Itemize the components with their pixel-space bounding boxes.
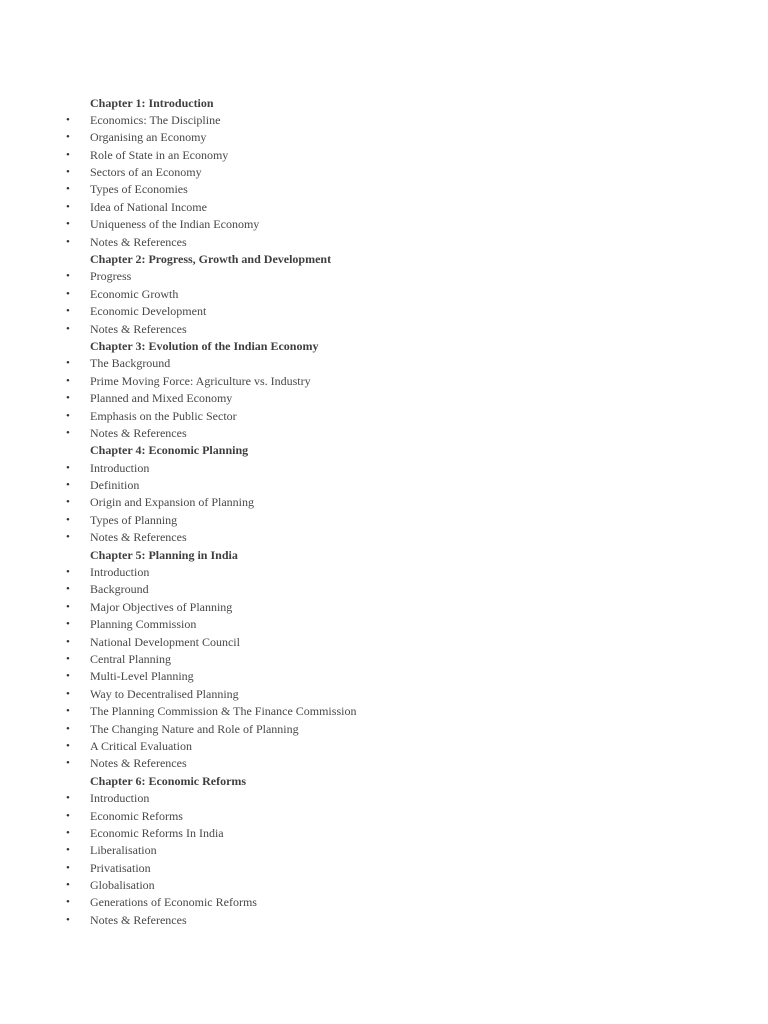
topic-label: A Critical Evaluation [90, 738, 192, 753]
bullet-icon: • [66, 218, 70, 231]
bullet-icon: • [66, 409, 70, 422]
list-item [0, 738, 768, 755]
bullet-icon: • [66, 618, 70, 631]
topic-label: Introduction [90, 791, 150, 806]
topic-label: Notes & References [90, 234, 187, 249]
list-item [0, 721, 768, 738]
list-item [0, 147, 768, 164]
bullet-icon: • [66, 166, 70, 179]
chapter-section [0, 95, 768, 252]
topic-label: Economic Development [90, 304, 207, 319]
bullet-icon: • [66, 809, 70, 822]
topic-label: Prime Moving Force: Agriculture vs. Industry [90, 373, 311, 388]
topic-label: Multi-Level Planning [90, 669, 194, 684]
bullet-icon: • [66, 739, 70, 752]
chapter-section [0, 773, 768, 930]
list-item [0, 529, 768, 546]
topic-label: Globalisation [90, 878, 155, 893]
list-item [0, 668, 768, 685]
topic-label: Liberalisation [90, 843, 157, 858]
bullet-icon: • [66, 844, 70, 857]
chapter-heading: Chapter 1: Introduction [90, 95, 214, 110]
topic-label: National Development Council [90, 634, 240, 649]
bullet-icon: • [66, 479, 70, 492]
bullet-icon: • [66, 496, 70, 509]
list-item [0, 877, 768, 894]
topic-label: Central Planning [90, 652, 171, 666]
chapter-topic-list [0, 268, 768, 338]
chapter-section [0, 442, 768, 546]
chapter-topic-list [0, 564, 768, 773]
bullet-icon: • [66, 705, 70, 718]
bullet-icon: • [66, 879, 70, 892]
chapter-heading: Chapter 3: Evolution of the Indian Economy [90, 338, 319, 353]
topic-label: Sectors of an Economy [90, 165, 202, 180]
topic-label: Economic Growth [90, 286, 179, 301]
bullet-icon: • [66, 600, 70, 613]
bullet-icon: • [66, 531, 70, 544]
topic-label: Planned and Mixed Economy [90, 391, 233, 406]
topic-label: Uniqueness of the Indian Economy [90, 217, 260, 232]
bullet-icon: • [66, 757, 70, 770]
chapter-topic-list [0, 112, 768, 251]
list-item [0, 825, 768, 842]
bullet-icon: • [66, 374, 70, 387]
bullet-icon: • [66, 183, 70, 196]
topic-label: Introduction [90, 460, 150, 475]
topic-label: Role of State in an Economy [90, 147, 229, 162]
bullet-icon: • [66, 861, 70, 874]
topic-label: Idea of National Income [90, 199, 207, 214]
chapter-section [0, 547, 768, 773]
topic-label: Introduction [90, 565, 150, 580]
bullet-icon: • [66, 687, 70, 700]
topic-label: Notes & References [90, 425, 187, 440]
list-item [0, 477, 768, 494]
bullet-icon: • [66, 513, 70, 526]
chapter-topic-list [0, 355, 768, 442]
bullet-icon: • [66, 653, 70, 665]
topic-label: Notes & References [90, 530, 187, 545]
topic-label: The Background [90, 356, 171, 371]
topic-label: Background [90, 582, 149, 597]
list-item [0, 373, 768, 390]
chapter-topic-list [0, 460, 768, 547]
list-item [0, 181, 768, 198]
topic-label: Origin and Expansion of Planning [90, 495, 254, 510]
list-item [0, 129, 768, 146]
bullet-icon: • [66, 235, 70, 248]
bullet-icon: • [66, 826, 70, 839]
list-item [0, 894, 768, 911]
list-item [0, 651, 768, 668]
list-item [0, 460, 768, 477]
bullet-icon: • [66, 426, 70, 439]
list-item [0, 564, 768, 581]
bullet-icon: • [66, 305, 70, 318]
bullet-icon: • [66, 913, 70, 926]
list-item [0, 512, 768, 529]
bullet-icon: • [66, 357, 70, 370]
chapter-section [0, 251, 768, 338]
topic-label: Progress [90, 269, 132, 284]
bullet-icon: • [66, 635, 70, 648]
list-item [0, 216, 768, 233]
chapter-heading: Chapter 2: Progress, Growth and Development [90, 252, 332, 267]
list-item [0, 686, 768, 703]
bullet-icon: • [66, 322, 70, 335]
list-item [0, 234, 768, 251]
topic-label: Generations of Economic Reforms [90, 895, 257, 910]
topic-label: Definition [90, 478, 140, 493]
bullet-icon: • [66, 896, 70, 909]
bullet-icon: • [66, 583, 70, 596]
topic-label: Economic Reforms In India [90, 825, 224, 840]
list-item [0, 286, 768, 303]
bullet-icon: • [66, 113, 70, 126]
list-item [0, 199, 768, 216]
list-item [0, 408, 768, 425]
topic-label: Emphasis on the Public Sector [90, 408, 237, 423]
bullet-icon: • [66, 566, 70, 579]
bullet-icon: • [66, 392, 70, 405]
list-item [0, 494, 768, 511]
list-item [0, 390, 768, 407]
bullet-icon: • [66, 148, 70, 161]
list-item [0, 634, 768, 651]
chapter-section [0, 338, 768, 442]
list-item [0, 599, 768, 616]
topic-label: Privatisation [90, 860, 151, 875]
list-item [0, 703, 768, 720]
bullet-icon: • [66, 670, 70, 683]
topic-label: Economic Reforms [90, 808, 183, 823]
list-item [0, 755, 768, 772]
list-item [0, 321, 768, 338]
list-item [0, 808, 768, 825]
table-of-contents [0, 95, 768, 930]
bullet-icon: • [66, 287, 70, 300]
bullet-icon: • [66, 200, 70, 213]
list-item [0, 860, 768, 877]
topic-label: The Planning Commission & The Finance Commission [90, 704, 357, 719]
list-item [0, 425, 768, 442]
list-item [0, 303, 768, 320]
chapter-heading: Chapter 4: Economic Planning [90, 443, 249, 458]
chapter-topic-list [0, 790, 768, 929]
list-item [0, 112, 768, 129]
chapter-heading: Chapter 5: Planning in India [90, 547, 238, 562]
topic-label: Organising an Economy [90, 130, 207, 145]
bullet-icon: • [66, 722, 70, 735]
topic-label: Way to Decentralised Planning [90, 686, 239, 701]
list-item [0, 912, 768, 929]
topic-label: Planning Commission [90, 617, 197, 632]
list-item [0, 581, 768, 598]
topic-label: Notes & References [90, 321, 187, 336]
bullet-icon: • [66, 131, 70, 144]
list-item [0, 355, 768, 372]
topic-label: Notes & References [90, 756, 187, 771]
bullet-icon: • [66, 270, 70, 283]
topic-label: Types of Planning [90, 512, 178, 527]
topic-label: The Changing Nature and Role of Planning [90, 721, 299, 736]
list-item [0, 164, 768, 181]
topic-label: Types of Economies [90, 182, 188, 197]
list-item [0, 842, 768, 859]
chapter-heading: Chapter 6: Economic Reforms [90, 773, 247, 788]
bullet-icon: • [66, 461, 70, 474]
list-item [0, 790, 768, 807]
bullet-icon: • [66, 792, 70, 805]
list-item [0, 268, 768, 285]
topic-label: Notes & References [90, 912, 187, 927]
topic-label: Major Objectives of Planning [90, 599, 233, 614]
topic-label: Economics: The Discipline [90, 112, 221, 127]
list-item [0, 616, 768, 633]
